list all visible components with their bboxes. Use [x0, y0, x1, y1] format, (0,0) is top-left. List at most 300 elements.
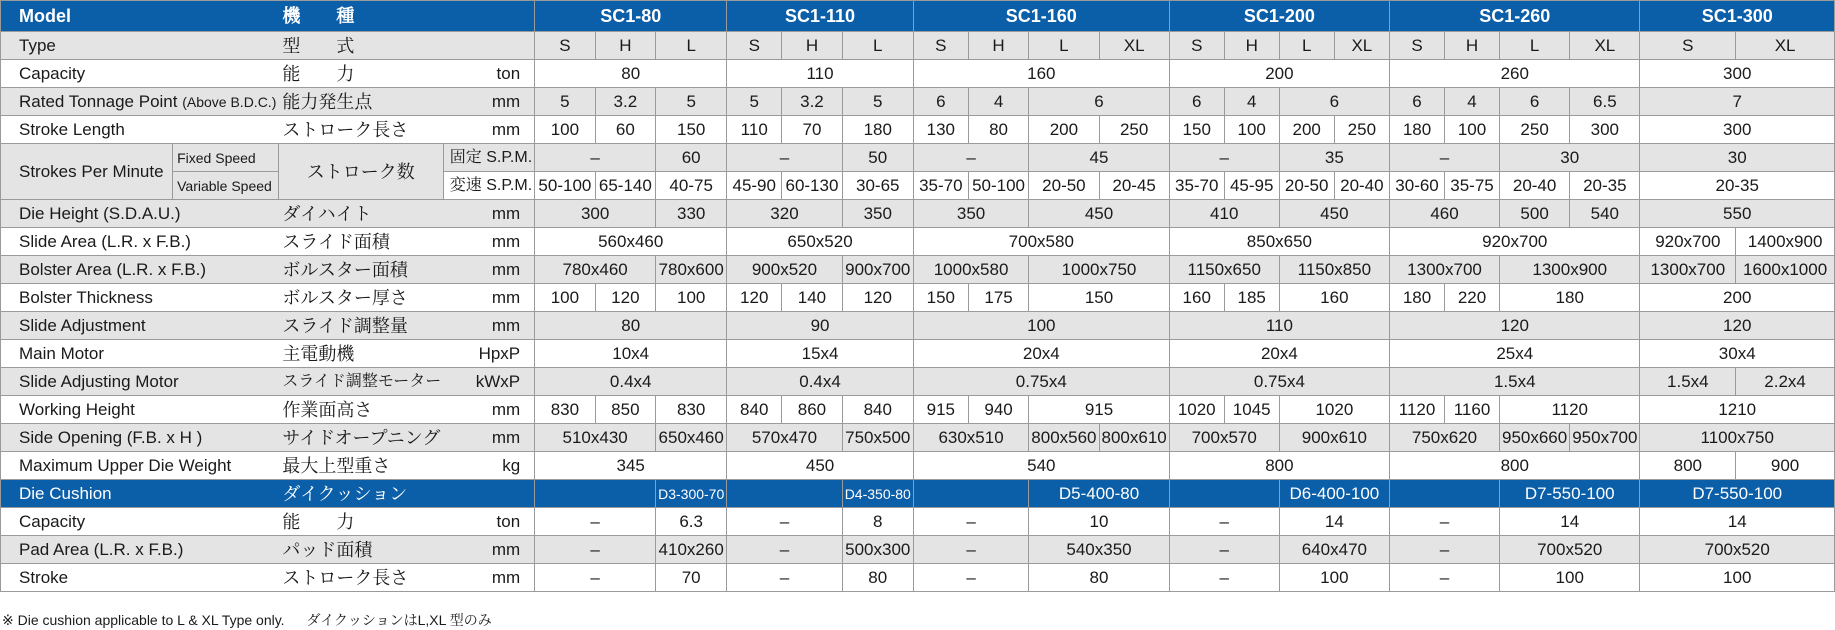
- value-cell: 20-45: [1099, 172, 1169, 200]
- value-cell: 200: [1279, 116, 1334, 144]
- row-label: Maximum Upper Die Weight: [1, 452, 279, 480]
- value-cell: 1400x900: [1736, 228, 1835, 256]
- series-header: SC1-200: [1169, 1, 1389, 32]
- value-cell: 650x460: [656, 424, 727, 452]
- value-cell: 60: [595, 116, 655, 144]
- value-cell: 50: [842, 144, 913, 172]
- value-cell: 1210: [1640, 396, 1835, 424]
- value-cell: 80: [1029, 564, 1169, 592]
- row-label: Capacity: [1, 60, 279, 88]
- slide-area-row: [1, 228, 1835, 256]
- value-cell: 120: [842, 284, 913, 312]
- value-cell: 250: [1099, 116, 1169, 144]
- row-label-jp: サイドオープニング: [278, 424, 443, 452]
- value-cell: 10: [1029, 508, 1169, 536]
- value-cell: 50-100: [968, 172, 1028, 200]
- die-cushion-model: D3-300-70: [656, 480, 727, 508]
- value-cell: 15x4: [727, 340, 914, 368]
- empty-cell: [1390, 480, 1500, 508]
- row-label-jp: 型 式: [278, 32, 534, 60]
- value-cell: 350: [913, 200, 1028, 228]
- value-cell: 450: [1279, 200, 1389, 228]
- value-cell: 800: [1169, 452, 1389, 480]
- value-cell: 300: [1570, 116, 1640, 144]
- type-cell: S: [727, 32, 782, 60]
- value-cell: 900x700: [842, 256, 913, 284]
- series-header: SC1-80: [535, 1, 727, 32]
- row-label: Main Motor: [1, 340, 279, 368]
- value-cell: 780x460: [535, 256, 656, 284]
- value-cell: 1000x750: [1029, 256, 1169, 284]
- variable-spm-label: 変速 S.P.M.: [443, 172, 534, 200]
- type-cell: S: [1169, 32, 1224, 60]
- main-motor-row: [1, 340, 1835, 368]
- value-cell: –: [1390, 536, 1500, 564]
- value-cell: 35-70: [1169, 172, 1224, 200]
- rated-label-note: (Above B.D.C.): [182, 93, 277, 110]
- value-cell: 560x460: [535, 228, 727, 256]
- row-unit: mm: [443, 424, 534, 452]
- row-label: [1, 88, 279, 116]
- row-label-jp: スライド調整モーター: [278, 368, 443, 396]
- row-label: Stroke Length: [1, 116, 279, 144]
- value-cell: 840: [727, 396, 782, 424]
- value-cell: 450: [727, 452, 914, 480]
- value-cell: 50-100: [535, 172, 595, 200]
- value-cell: 6.3: [656, 508, 727, 536]
- value-cell: –: [535, 144, 656, 172]
- bolster-thickness-row: [1, 284, 1835, 312]
- row-unit: mm: [443, 88, 534, 116]
- value-cell: 850x650: [1169, 228, 1389, 256]
- value-cell: 160: [913, 60, 1169, 88]
- value-cell: 1.5x4: [1640, 368, 1736, 396]
- value-cell: 150: [913, 284, 968, 312]
- type-cell: S: [535, 32, 595, 60]
- type-cell: S: [1640, 32, 1736, 60]
- row-label: Stroke: [1, 564, 279, 592]
- value-cell: –: [1390, 564, 1500, 592]
- value-cell: 14: [1640, 508, 1835, 536]
- value-cell: –: [727, 536, 842, 564]
- value-cell: 915: [913, 396, 968, 424]
- value-cell: 650x520: [727, 228, 914, 256]
- value-cell: 80: [968, 116, 1028, 144]
- value-cell: 200: [1029, 116, 1099, 144]
- value-cell: 550: [1640, 200, 1835, 228]
- value-cell: 20x4: [913, 340, 1169, 368]
- value-cell: 20-35: [1640, 172, 1835, 200]
- value-cell: –: [727, 144, 842, 172]
- value-cell: –: [1169, 564, 1279, 592]
- value-cell: 1600x1000: [1736, 256, 1835, 284]
- row-label: Side Opening (F.B. x H ): [1, 424, 279, 452]
- row-label-jp: スライド面積: [278, 228, 443, 256]
- value-cell: 1000x580: [913, 256, 1028, 284]
- value-cell: 100: [913, 312, 1169, 340]
- type-cell: XL: [1099, 32, 1169, 60]
- value-cell: –: [535, 536, 656, 564]
- value-cell: 45-90: [727, 172, 782, 200]
- row-label: Bolster Area (L.R. x F.B.): [1, 256, 279, 284]
- value-cell: 830: [535, 396, 595, 424]
- value-cell: 540: [913, 452, 1169, 480]
- row-label-jp: 主電動機: [278, 340, 443, 368]
- value-cell: 14: [1279, 508, 1389, 536]
- footnote-en: ※ Die cushion applicable to L & XL Type only.: [2, 612, 285, 628]
- value-cell: 30x4: [1640, 340, 1835, 368]
- value-cell: 1300x700: [1640, 256, 1736, 284]
- die-cushion-model: D5-400-80: [1029, 480, 1169, 508]
- value-cell: 350: [842, 200, 913, 228]
- value-cell: 540: [1570, 200, 1640, 228]
- value-cell: 30-60: [1390, 172, 1445, 200]
- value-cell: 100: [535, 284, 595, 312]
- value-cell: 540x350: [1029, 536, 1169, 564]
- value-cell: –: [535, 508, 656, 536]
- type-row: [1, 32, 1835, 60]
- side-opening-row: [1, 424, 1835, 452]
- row-label: Slide Area (L.R. x F.B.): [1, 228, 279, 256]
- value-cell: 4: [1445, 88, 1500, 116]
- value-cell: 80: [535, 312, 727, 340]
- die-cushion-model: D7-550-100: [1499, 480, 1639, 508]
- value-cell: 65-140: [595, 172, 655, 200]
- capacity-row: [1, 60, 1835, 88]
- value-cell: 940: [968, 396, 1028, 424]
- value-cell: 260: [1390, 60, 1640, 88]
- value-cell: 150: [1169, 116, 1224, 144]
- value-cell: 915: [1029, 396, 1169, 424]
- value-cell: 0.4x4: [535, 368, 727, 396]
- value-cell: 750x620: [1390, 424, 1500, 452]
- row-label-jp: ストローク長さ: [278, 564, 443, 592]
- value-cell: 3.2: [782, 88, 842, 116]
- row-label-jp: ダイハイト: [278, 200, 443, 228]
- series-header: SC1-260: [1390, 1, 1640, 32]
- value-cell: 6: [1169, 88, 1224, 116]
- row-label: Die Cushion: [1, 480, 279, 508]
- value-cell: 30: [1499, 144, 1639, 172]
- value-cell: 25x4: [1390, 340, 1640, 368]
- value-cell: 1300x900: [1499, 256, 1639, 284]
- value-cell: –: [727, 564, 842, 592]
- value-cell: –: [1169, 508, 1279, 536]
- value-cell: 80: [535, 60, 727, 88]
- value-cell: 35-70: [913, 172, 968, 200]
- rated-tonnage-row: [1, 88, 1835, 116]
- value-cell: –: [913, 144, 1028, 172]
- series-header: SC1-300: [1640, 1, 1835, 32]
- value-cell: 70: [782, 116, 842, 144]
- spm-variable-row: [1, 172, 1835, 200]
- value-cell: 6: [1029, 88, 1169, 116]
- value-cell: 4: [1224, 88, 1279, 116]
- header-row: [1, 1, 1835, 32]
- row-unit: mm: [443, 284, 534, 312]
- value-cell: –: [1390, 508, 1500, 536]
- die-cushion-row: [1, 480, 1835, 508]
- row-label-jp: 能力発生点: [278, 88, 443, 116]
- value-cell: 570x470: [727, 424, 842, 452]
- value-cell: 8: [842, 508, 913, 536]
- series-header: SC1-110: [727, 1, 914, 32]
- row-label-jp: 最大上型重さ: [278, 452, 443, 480]
- value-cell: 1120: [1390, 396, 1445, 424]
- row-label-jp: 作業面高さ: [278, 396, 443, 424]
- value-cell: 90: [727, 312, 914, 340]
- row-label: Capacity: [1, 508, 279, 536]
- row-label: Working Height: [1, 396, 279, 424]
- value-cell: 180: [1390, 284, 1445, 312]
- value-cell: 100: [1279, 564, 1389, 592]
- value-cell: 2.2x4: [1736, 368, 1835, 396]
- value-cell: 700x580: [913, 228, 1169, 256]
- value-cell: 700x570: [1169, 424, 1279, 452]
- value-cell: 185: [1224, 284, 1279, 312]
- value-cell: 30: [1640, 144, 1835, 172]
- value-cell: –: [913, 536, 1028, 564]
- stroke-length-row: [1, 116, 1835, 144]
- value-cell: 130: [913, 116, 968, 144]
- row-unit: mm: [443, 256, 534, 284]
- type-cell: L: [1499, 32, 1569, 60]
- model-label-jp: 機 種: [278, 1, 534, 32]
- value-cell: 80: [842, 564, 913, 592]
- value-cell: 100: [1640, 564, 1835, 592]
- value-cell: 900x520: [727, 256, 842, 284]
- row-unit: kg: [443, 452, 534, 480]
- value-cell: 330: [656, 200, 727, 228]
- value-cell: 900x610: [1279, 424, 1389, 452]
- value-cell: –: [913, 564, 1028, 592]
- empty-cell: [913, 480, 1028, 508]
- value-cell: 120: [1390, 312, 1640, 340]
- row-label: Slide Adjustment: [1, 312, 279, 340]
- value-cell: 3.2: [595, 88, 655, 116]
- die-cushion-model: D4-350-80: [842, 480, 913, 508]
- value-cell: –: [1390, 144, 1500, 172]
- value-cell: 800: [1640, 452, 1736, 480]
- value-cell: 14: [1499, 508, 1639, 536]
- value-cell: 920x700: [1640, 228, 1736, 256]
- value-cell: 320: [727, 200, 842, 228]
- value-cell: 1100x750: [1640, 424, 1835, 452]
- value-cell: 35: [1279, 144, 1389, 172]
- row-unit: mm: [443, 228, 534, 256]
- value-cell: 45-95: [1224, 172, 1279, 200]
- value-cell: 450: [1029, 200, 1169, 228]
- bolster-area-row: [1, 256, 1835, 284]
- value-cell: 345: [535, 452, 727, 480]
- value-cell: 110: [727, 116, 782, 144]
- value-cell: 175: [968, 284, 1028, 312]
- footnote-jp: ダイクッションはL,XL 型のみ: [306, 612, 492, 628]
- value-cell: 5: [842, 88, 913, 116]
- value-cell: 20-40: [1499, 172, 1569, 200]
- variable-speed-label: Variable Speed: [173, 172, 279, 200]
- value-cell: 250: [1499, 116, 1569, 144]
- value-cell: –: [1169, 536, 1279, 564]
- value-cell: 800: [1390, 452, 1640, 480]
- type-cell: L: [1279, 32, 1334, 60]
- value-cell: 300: [1640, 60, 1835, 88]
- type-cell: H: [968, 32, 1028, 60]
- value-cell: 1120: [1499, 396, 1639, 424]
- value-cell: 500x300: [842, 536, 913, 564]
- value-cell: 140: [782, 284, 842, 312]
- value-cell: 1020: [1169, 396, 1224, 424]
- value-cell: 840: [842, 396, 913, 424]
- row-label: Die Height (S.D.A.U.): [1, 200, 279, 228]
- value-cell: 630x510: [913, 424, 1028, 452]
- value-cell: 200: [1169, 60, 1389, 88]
- value-cell: 20-50: [1029, 172, 1099, 200]
- value-cell: 6: [913, 88, 968, 116]
- value-cell: 6.5: [1570, 88, 1640, 116]
- row-unit: ton: [443, 60, 534, 88]
- value-cell: 110: [727, 60, 914, 88]
- row-label-jp: ボルスター面積: [278, 256, 443, 284]
- max-die-weight-row: [1, 452, 1835, 480]
- footnote: [2, 610, 492, 630]
- row-label-jp: スライド調整量: [278, 312, 443, 340]
- value-cell: 120: [595, 284, 655, 312]
- type-cell: XL: [1570, 32, 1640, 60]
- value-cell: –: [727, 508, 842, 536]
- row-label-jp: パッド面積: [278, 536, 443, 564]
- row-label-jp: ストローク数: [278, 144, 443, 200]
- die-cushion-model: D6-400-100: [1279, 480, 1389, 508]
- model-label: Model: [1, 1, 279, 32]
- value-cell: 950x700: [1570, 424, 1640, 452]
- row-label-jp: 能 力: [278, 60, 443, 88]
- row-label: Bolster Thickness: [1, 284, 279, 312]
- working-height-row: [1, 396, 1835, 424]
- value-cell: 700x520: [1499, 536, 1639, 564]
- value-cell: 200: [1640, 284, 1835, 312]
- row-unit: mm: [443, 536, 534, 564]
- value-cell: 780x600: [656, 256, 727, 284]
- value-cell: 150: [656, 116, 727, 144]
- row-label: Pad Area (L.R. x F.B.): [1, 536, 279, 564]
- series-header: SC1-160: [913, 1, 1169, 32]
- slide-adjusting-motor-row: [1, 368, 1835, 396]
- value-cell: 5: [535, 88, 595, 116]
- value-cell: 0.75x4: [913, 368, 1169, 396]
- type-cell: H: [782, 32, 842, 60]
- die-cushion-model: D7-550-100: [1640, 480, 1835, 508]
- value-cell: 220: [1445, 284, 1500, 312]
- value-cell: 60: [656, 144, 727, 172]
- fixed-speed-label: Fixed Speed: [173, 144, 279, 172]
- value-cell: 860: [782, 396, 842, 424]
- value-cell: 100: [535, 116, 595, 144]
- value-cell: 1150x650: [1169, 256, 1279, 284]
- value-cell: 110: [1169, 312, 1389, 340]
- value-cell: 70: [656, 564, 727, 592]
- value-cell: 300: [535, 200, 656, 228]
- value-cell: 1160: [1445, 396, 1500, 424]
- value-cell: 100: [1499, 564, 1639, 592]
- value-cell: 1.5x4: [1390, 368, 1640, 396]
- value-cell: –: [1169, 144, 1279, 172]
- value-cell: 800x610: [1099, 424, 1169, 452]
- row-unit: mm: [443, 312, 534, 340]
- value-cell: 0.4x4: [727, 368, 914, 396]
- value-cell: 10x4: [535, 340, 727, 368]
- value-cell: 60-130: [782, 172, 842, 200]
- value-cell: 160: [1169, 284, 1224, 312]
- type-cell: S: [913, 32, 968, 60]
- fixed-spm-label: 固定 S.P.M.: [443, 144, 534, 172]
- value-cell: 100: [1224, 116, 1279, 144]
- row-label-jp: ボルスター厚さ: [278, 284, 443, 312]
- row-unit: mm: [443, 116, 534, 144]
- value-cell: 120: [727, 284, 782, 312]
- spm-fixed-row: [1, 144, 1835, 172]
- type-cell: H: [1224, 32, 1279, 60]
- value-cell: 5: [656, 88, 727, 116]
- type-cell: XL: [1334, 32, 1389, 60]
- value-cell: 830: [656, 396, 727, 424]
- row-unit: HpxP: [443, 340, 534, 368]
- value-cell: 160: [1279, 284, 1389, 312]
- dc-capacity-row: [1, 508, 1835, 536]
- value-cell: 850: [595, 396, 655, 424]
- type-cell: L: [842, 32, 913, 60]
- type-cell: H: [1445, 32, 1500, 60]
- value-cell: 1300x700: [1390, 256, 1500, 284]
- type-cell: XL: [1736, 32, 1835, 60]
- row-label-jp: ダイクッション: [278, 480, 534, 508]
- row-unit: mm: [443, 200, 534, 228]
- value-cell: 1045: [1224, 396, 1279, 424]
- value-cell: 120: [1640, 312, 1835, 340]
- value-cell: 180: [1499, 284, 1639, 312]
- type-cell: H: [595, 32, 655, 60]
- value-cell: 6: [1499, 88, 1569, 116]
- row-unit: mm: [443, 396, 534, 424]
- value-cell: 6: [1390, 88, 1445, 116]
- value-cell: 1020: [1279, 396, 1389, 424]
- row-label-jp: 能 力: [278, 508, 443, 536]
- type-cell: L: [1029, 32, 1099, 60]
- value-cell: 460: [1390, 200, 1500, 228]
- value-cell: 0.75x4: [1169, 368, 1389, 396]
- value-cell: 700x520: [1640, 536, 1835, 564]
- value-cell: 300: [1640, 116, 1835, 144]
- value-cell: 40-75: [656, 172, 727, 200]
- row-label: Type: [1, 32, 279, 60]
- value-cell: 800x560: [1029, 424, 1099, 452]
- value-cell: 500: [1499, 200, 1569, 228]
- value-cell: 410: [1169, 200, 1279, 228]
- rated-label-main: Rated Tonnage Point: [19, 91, 178, 111]
- value-cell: 20-50: [1279, 172, 1334, 200]
- value-cell: 950x660: [1499, 424, 1569, 452]
- value-cell: 5: [727, 88, 782, 116]
- value-cell: 45: [1029, 144, 1169, 172]
- value-cell: 100: [1445, 116, 1500, 144]
- value-cell: 7: [1640, 88, 1835, 116]
- row-label: Slide Adjusting Motor: [1, 368, 279, 396]
- type-cell: S: [1390, 32, 1445, 60]
- value-cell: 1150x850: [1279, 256, 1389, 284]
- value-cell: 900: [1736, 452, 1835, 480]
- value-cell: 20-35: [1570, 172, 1640, 200]
- value-cell: 35-75: [1445, 172, 1500, 200]
